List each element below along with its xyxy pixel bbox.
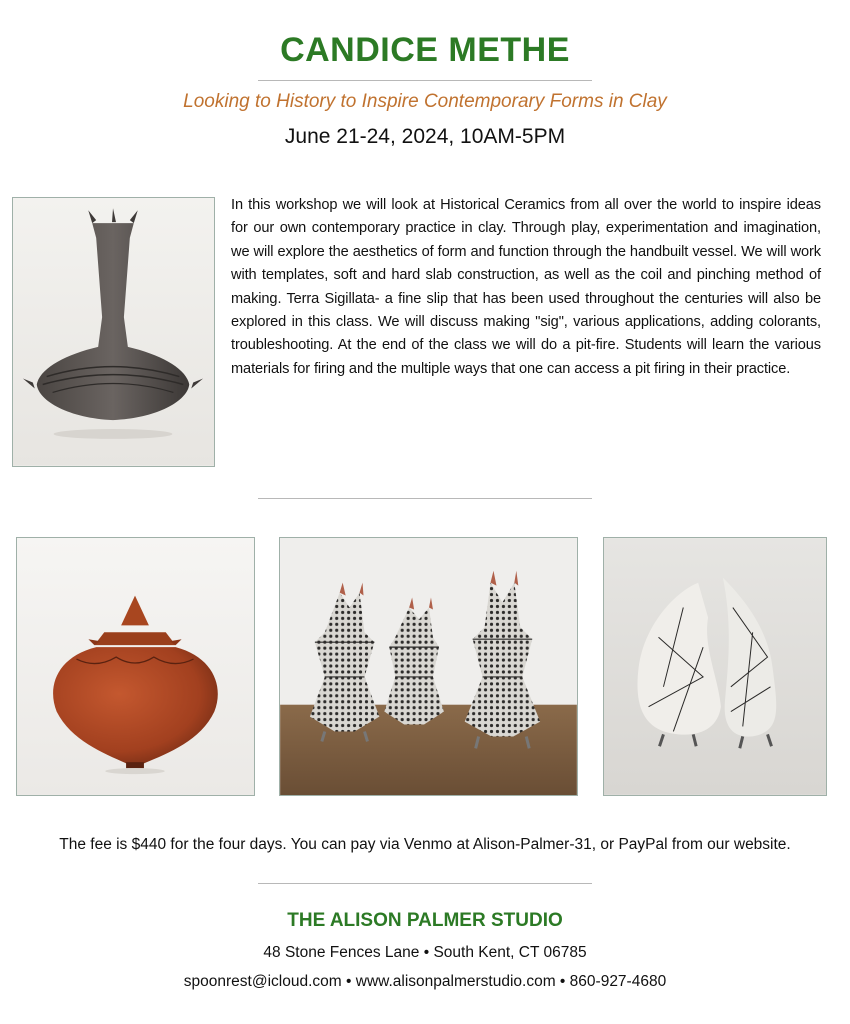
workshop-description: In this workshop we will look at Historical Ceramics from all over the world to inspire ideas for our own contemporary practice in clay. Through play, experimentation and imagination, we will explore the aesthetics of form and function through the handbuilt vessel. We will work with templates, soft and hard slab construction, as well as the coil and pinching method of making. Terra Sigillata- a fine slip that has been used throughout the centuries will also be explored in this class. We will discuss making "sig", various applications, adding colorants, troubleshooting. At the end of the class we will do a pit-fire. Students will learn the various materials for firing and the multiple ways that one can access a pit firing in their practice. bbox=[231, 197, 821, 377]
workshop-dates: June 21-24, 2024, 10AM-5PM bbox=[284, 125, 566, 148]
patterned-vessels-image bbox=[280, 538, 577, 795]
fee-text: The fee is $440 for the four days. You can pay via Venmo at Alison-Palmer-31, or PayPal from our website. bbox=[59, 836, 791, 853]
bullet-separator: • bbox=[423, 944, 430, 961]
website-link[interactable]: www.alisonpalmerstudio.com bbox=[355, 973, 556, 990]
footer-divider bbox=[258, 883, 592, 884]
email-link[interactable]: spoonrest@icloud.com bbox=[183, 973, 342, 990]
address-street: 48 Stone Fences Lane bbox=[263, 944, 420, 961]
header bbox=[0, 30, 850, 70]
white-vessels-image bbox=[604, 538, 826, 795]
studio-contact bbox=[0, 971, 850, 993]
address-city: South Kent, CT 06785 bbox=[433, 944, 587, 961]
section-divider bbox=[258, 498, 592, 499]
studio-address bbox=[0, 942, 850, 964]
photo-two-white-vessels bbox=[603, 537, 827, 796]
page-subtitle: Looking to History to Inspire Contemporary Forms in Clay bbox=[183, 91, 667, 112]
dark-bottle-vessel-image bbox=[13, 198, 214, 466]
bullet-separator: • bbox=[346, 973, 352, 990]
terracotta-jar-image bbox=[17, 538, 254, 795]
bullet-separator: • bbox=[559, 973, 566, 990]
studio-name: THE ALISON PALMER STUDIO bbox=[287, 910, 563, 931]
title-divider bbox=[258, 80, 592, 81]
phone-number[interactable]: 860-927-4680 bbox=[569, 973, 667, 990]
page-title: CANDICE METHE bbox=[280, 31, 570, 69]
photo-three-patterned-vessels bbox=[279, 537, 578, 796]
photo-dark-bottle-vessel bbox=[12, 197, 215, 467]
photo-terracotta-lidded-jar bbox=[16, 537, 255, 796]
